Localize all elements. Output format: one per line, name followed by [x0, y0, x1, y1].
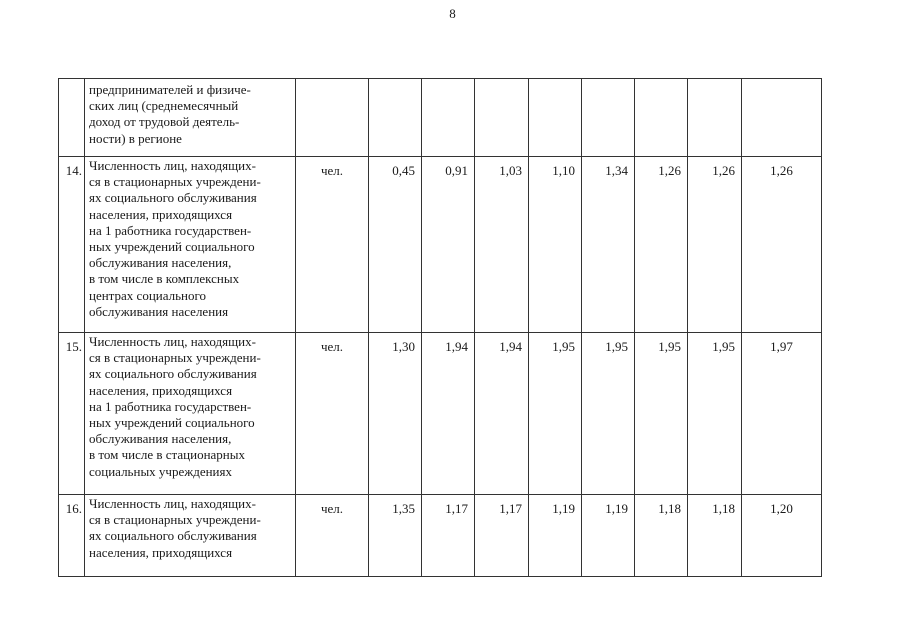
value-cell: 1,26 — [688, 157, 742, 333]
value-cell — [742, 79, 822, 157]
value-cell: 1,17 — [475, 495, 529, 577]
unit-cell: чел. — [296, 495, 369, 577]
value-cell: 1,34 — [582, 157, 635, 333]
value-cell: 1,19 — [582, 495, 635, 577]
value-cell: 1,03 — [475, 157, 529, 333]
value-cell: 1,18 — [688, 495, 742, 577]
value-cell: 1,26 — [635, 157, 688, 333]
value-cell: 1,95 — [529, 333, 582, 495]
row-number-cell — [59, 79, 85, 157]
indicator-description-cell: Численность лиц, находящих- ся в стационарных учреждени- ях социального обслуживания населения, приходящихся на 1 работника государствен- ных учреждений социального обслуживания населения, в том числе в комплексных центрах социального обслуживания населения — [85, 157, 296, 333]
unit-cell: чел. — [296, 157, 369, 333]
table-row — [59, 157, 822, 333]
value-cell — [475, 79, 529, 157]
table-row — [59, 495, 822, 577]
value-cell: 0,45 — [369, 157, 422, 333]
value-cell: 1,19 — [529, 495, 582, 577]
value-cell: 1,94 — [475, 333, 529, 495]
page-number: 8 — [449, 6, 456, 21]
unit-cell: чел. — [296, 333, 369, 495]
row-number-cell: 16. — [59, 495, 85, 577]
value-cell: 1,97 — [742, 333, 822, 495]
value-cell: 1,95 — [582, 333, 635, 495]
value-cell — [688, 79, 742, 157]
value-cell: 1,20 — [742, 495, 822, 577]
value-cell — [529, 79, 582, 157]
value-cell: 1,30 — [369, 333, 422, 495]
indicator-description-cell: Численность лиц, находящих- ся в стационарных учреждени- ях социального обслуживания населения, приходящихся — [85, 495, 296, 577]
value-cell: 1,95 — [688, 333, 742, 495]
indicator-description-cell: предпринимателей и физиче- ских лиц (среднемесячный доход от трудовой деятель- ности) в регионе — [85, 79, 296, 157]
value-cell: 0,91 — [422, 157, 475, 333]
value-cell: 1,35 — [369, 495, 422, 577]
row-number-cell: 14. — [59, 157, 85, 333]
value-cell — [635, 79, 688, 157]
table-row — [59, 79, 822, 157]
unit-cell — [296, 79, 369, 157]
value-cell — [369, 79, 422, 157]
value-cell: 1,94 — [422, 333, 475, 495]
value-cell — [422, 79, 475, 157]
indicator-description-cell: Численность лиц, находящих- ся в стационарных учреждени- ях социального обслуживания населения, приходящихся на 1 работника государствен- ных учреждений социального обслуживания населения, в том числе в стационарных социальных учреждениях — [85, 333, 296, 495]
indicator-table — [58, 78, 822, 577]
row-number-cell: 15. — [59, 333, 85, 495]
value-cell — [582, 79, 635, 157]
value-cell: 1,10 — [529, 157, 582, 333]
value-cell: 1,26 — [742, 157, 822, 333]
value-cell: 1,18 — [635, 495, 688, 577]
value-cell: 1,17 — [422, 495, 475, 577]
table-row — [59, 333, 822, 495]
value-cell: 1,95 — [635, 333, 688, 495]
